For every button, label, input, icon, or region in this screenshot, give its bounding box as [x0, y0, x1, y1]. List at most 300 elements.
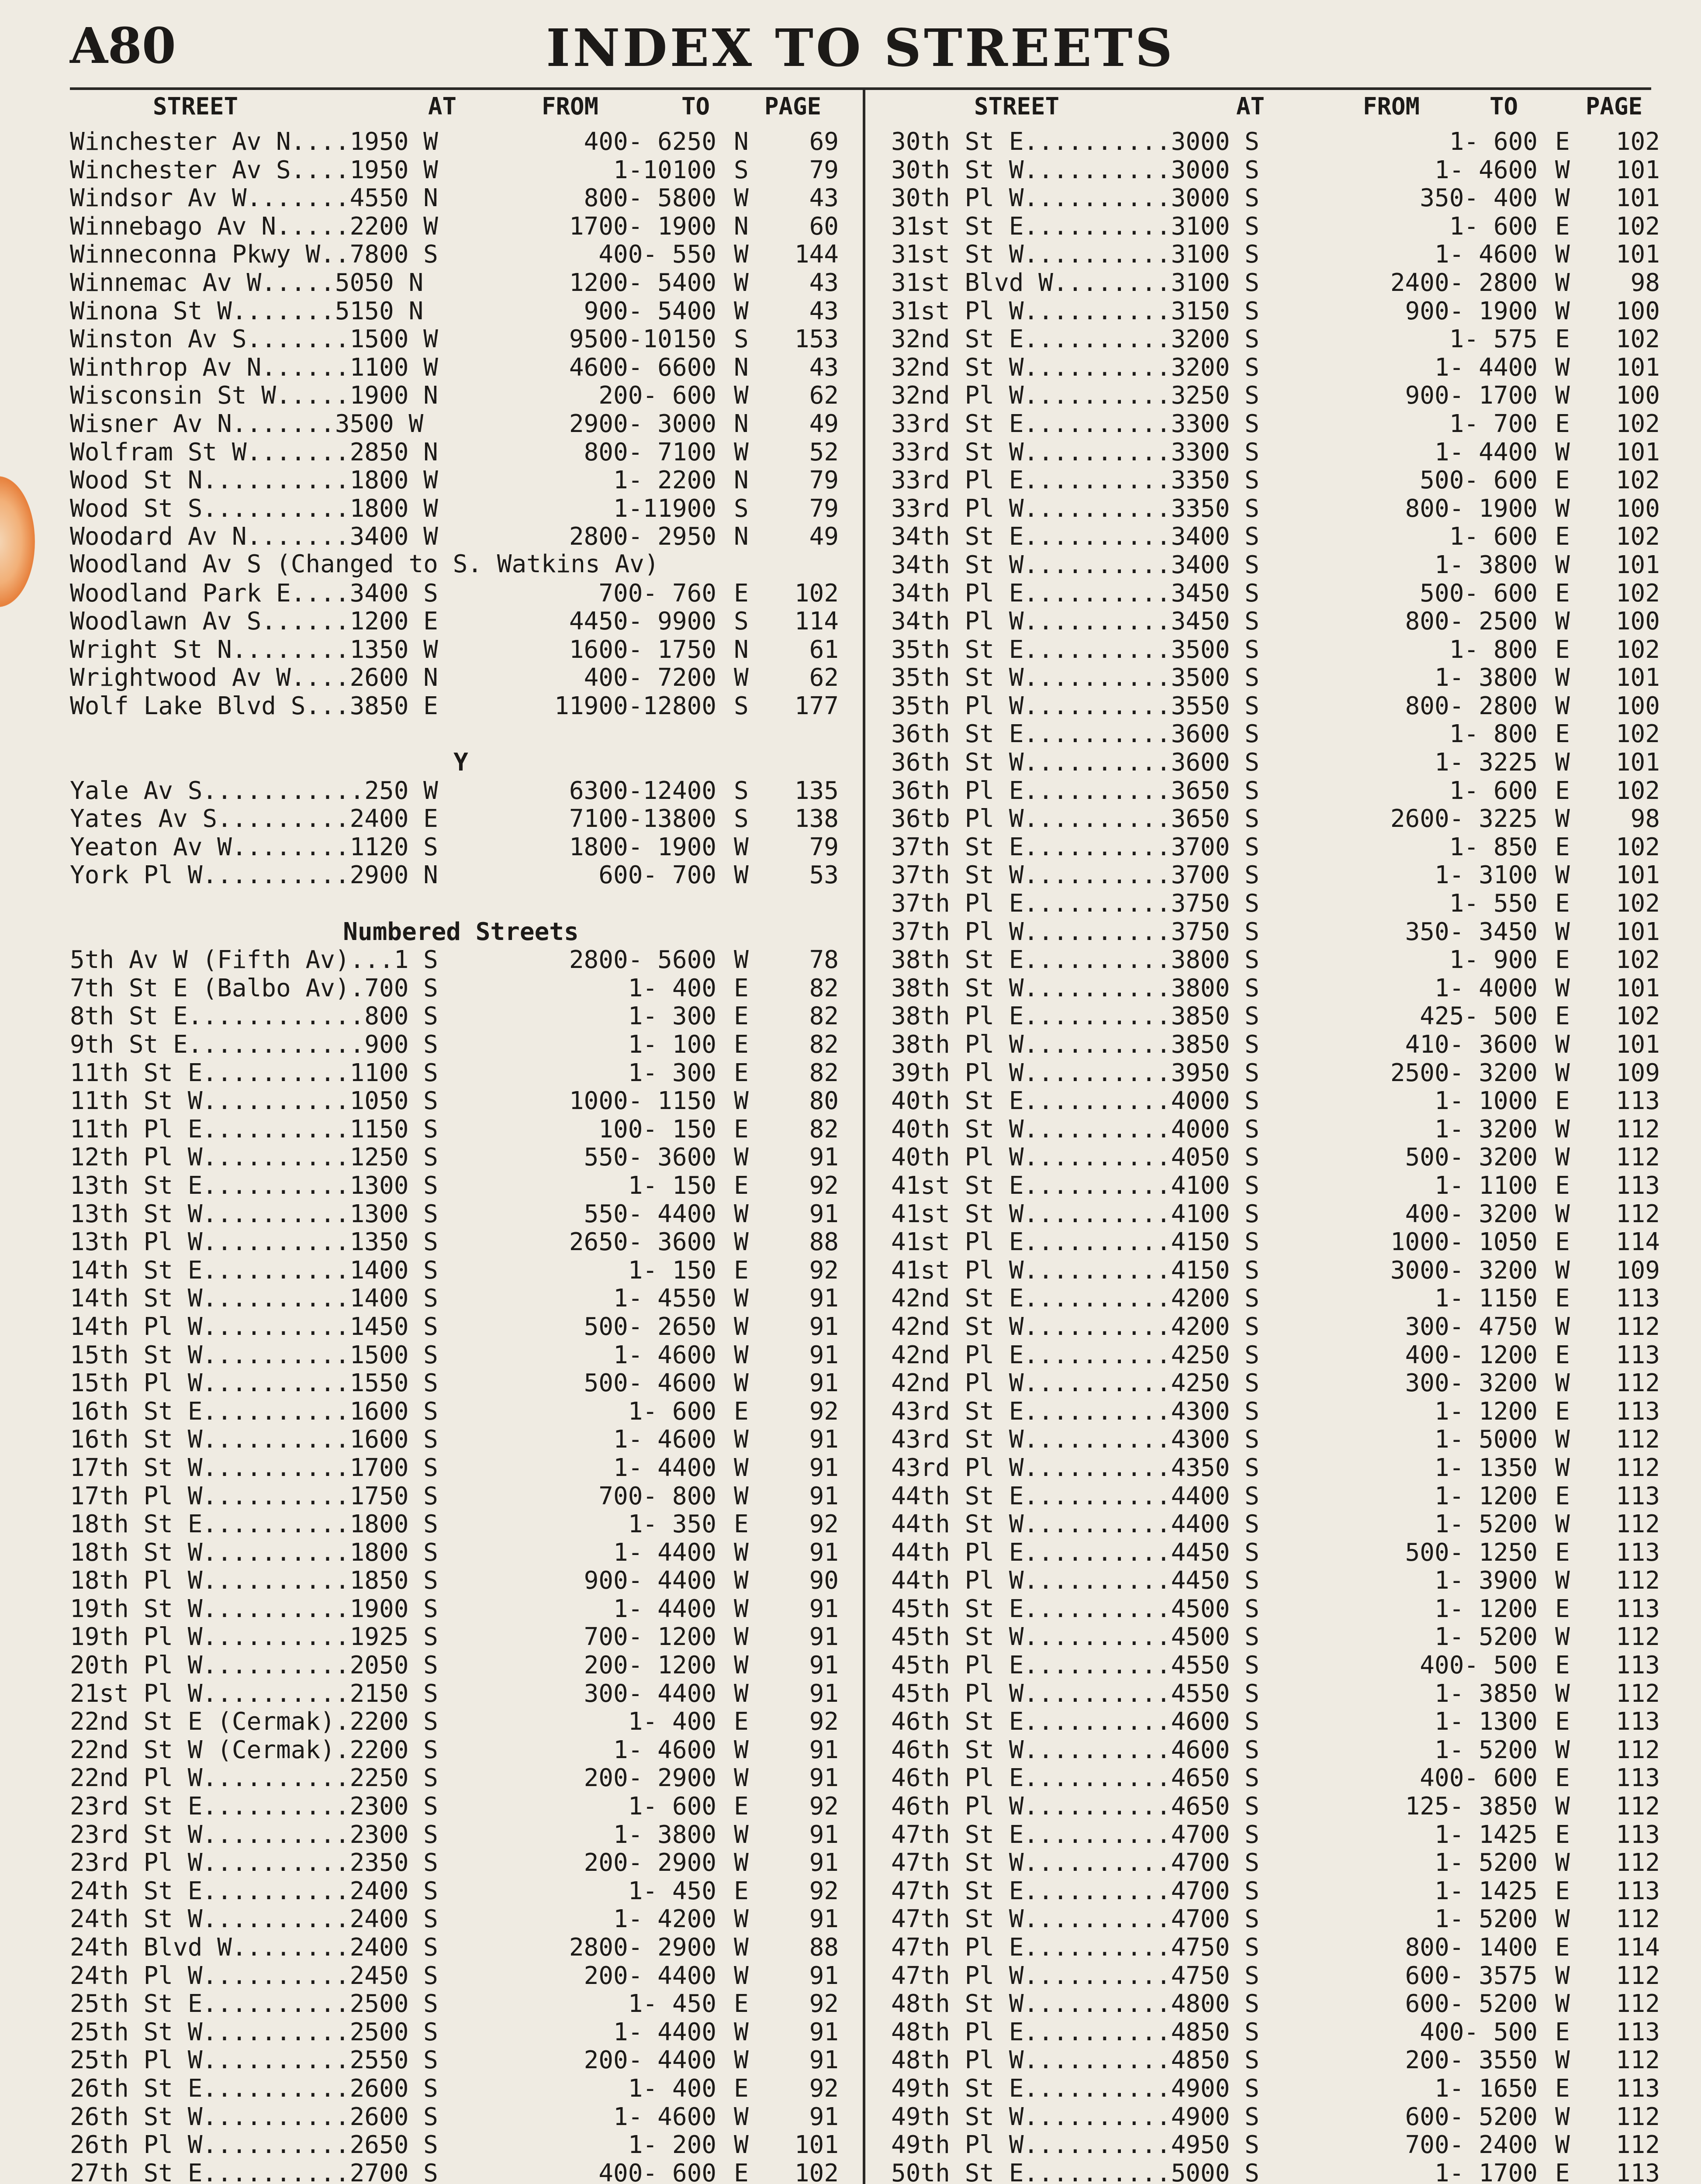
direction: W — [1555, 1849, 1570, 1877]
street-row — [70, 155, 852, 183]
map-page: 112 — [1615, 1143, 1660, 1172]
street-entry: 38th Pl W..........3850 S — [891, 1030, 1259, 1059]
from-to-range: 400- 7200 — [584, 663, 716, 692]
page-header — [70, 13, 1651, 79]
street-entry: 40th Pl W..........4050 S — [891, 1143, 1259, 1172]
direction: W — [734, 663, 749, 692]
street-row — [70, 1735, 852, 1763]
street-row — [70, 268, 852, 296]
street-row — [878, 2102, 1660, 2130]
map-page: 102 — [1615, 128, 1660, 156]
street-row — [70, 494, 852, 522]
direction: E — [1555, 1341, 1570, 1369]
map-page: 101 — [1615, 748, 1660, 777]
direction: W — [1555, 1990, 1570, 2018]
map-page: 113 — [1615, 1707, 1660, 1736]
street-entry: 22nd St W (Cermak).2200 S — [70, 1735, 438, 1764]
street-row — [70, 380, 852, 409]
map-page: 102 — [794, 579, 839, 608]
street-entry: 38th St E..........3800 S — [891, 946, 1259, 975]
street-entry: 15th St W..........1500 S — [70, 1341, 438, 1369]
from-to-range: 800- 1400 — [1405, 1933, 1538, 1962]
from-to-range: 900- 4400 — [584, 1566, 716, 1595]
from-to-range: 1- 5000 — [1434, 1425, 1538, 1454]
street-row — [878, 1424, 1660, 1453]
street-row — [878, 1904, 1660, 1932]
street-row — [70, 211, 852, 240]
from-to-range: 350- 3450 — [1405, 917, 1538, 946]
map-page: 135 — [794, 776, 839, 805]
direction: N — [734, 353, 749, 382]
street-row — [878, 1565, 1660, 1594]
street-row — [70, 1876, 852, 1904]
street-row — [70, 578, 852, 607]
map-page: 112 — [1615, 2102, 1660, 2131]
map-page: 91 — [809, 1369, 839, 1398]
direction: W — [1555, 1030, 1570, 1059]
street-entry: 30th St E..........3000 S — [891, 128, 1259, 156]
map-page: 113 — [1615, 1594, 1660, 1623]
direction: W — [1555, 297, 1570, 325]
street-row — [878, 211, 1660, 240]
map-page: 80 — [809, 1087, 839, 1116]
from-to-range: 1- 700 — [1449, 409, 1538, 438]
street-entry: 37th Pl W..........3750 S — [891, 917, 1259, 946]
street-entry: 24th St E..........2400 S — [70, 1876, 438, 1905]
from-to-range: 400- 6250 — [584, 128, 716, 156]
from-to-range: 1- 300 — [628, 1002, 716, 1031]
right-column — [878, 87, 1660, 2184]
direction: W — [734, 438, 749, 467]
street-entry: Yale Av S...........250 W — [70, 776, 438, 805]
direction: W — [1555, 1199, 1570, 1228]
map-page: 101 — [1615, 917, 1660, 946]
map-page: 60 — [809, 212, 839, 241]
street-row — [878, 1199, 1660, 1227]
map-page: 112 — [1615, 2131, 1660, 2160]
map-page: 112 — [1615, 1961, 1660, 1990]
street-row — [70, 1961, 852, 1989]
from-to-range: 9500-10150 — [569, 325, 716, 354]
from-to-range: 200- 2900 — [584, 1849, 716, 1877]
from-to-range: 1600- 1750 — [569, 635, 716, 664]
map-page: 109 — [1615, 1058, 1660, 1087]
header-street: STREET — [153, 93, 239, 120]
header-page: PAGE — [764, 93, 822, 120]
from-to-range: 1- 4600 — [613, 1735, 716, 1764]
header-page: PAGE — [1586, 93, 1643, 120]
street-entry: 46th Pl E..........4650 S — [891, 1764, 1259, 1793]
street-entry: 11th Pl E..........1150 S — [70, 1115, 438, 1144]
map-page: 114 — [794, 607, 839, 636]
from-to-range: 1- 450 — [628, 1876, 716, 1905]
direction: W — [1555, 663, 1570, 692]
from-to-range: 200- 1200 — [584, 1651, 716, 1680]
street-row — [70, 409, 852, 437]
section-heading-text: Numbered Streets — [343, 917, 579, 946]
street-entry: 24th Pl W..........2450 S — [70, 1961, 438, 1990]
direction: S — [734, 494, 749, 523]
from-to-range: 7100-13800 — [569, 805, 716, 833]
street-entry: 16th St E..........1600 S — [70, 1397, 438, 1426]
direction: W — [734, 1425, 749, 1454]
map-page: 91 — [809, 1849, 839, 1877]
direction: E — [1555, 1651, 1570, 1680]
street-entry: 41st St E..........4100 S — [891, 1171, 1259, 1200]
map-page: 112 — [1615, 1792, 1660, 1821]
map-page: 79 — [809, 494, 839, 523]
street-row — [70, 1453, 852, 1481]
column-header — [70, 87, 852, 127]
map-page: 102 — [1615, 409, 1660, 438]
street-entry: 44th Pl E..........4450 S — [891, 1538, 1259, 1567]
street-row — [878, 663, 1660, 691]
from-to-range: 1700- 1900 — [569, 212, 716, 241]
map-page: 91 — [809, 1482, 839, 1510]
map-page: 91 — [809, 2018, 839, 2046]
direction: N — [734, 128, 749, 156]
direction: S — [734, 156, 749, 184]
street-entry: 39th Pl W..........3950 S — [891, 1058, 1259, 1087]
street-entry: 33rd Pl W..........3350 S — [891, 494, 1259, 523]
header-to: TO — [681, 93, 710, 120]
from-to-range: 1- 600 — [1449, 128, 1538, 156]
map-page: 101 — [1615, 550, 1660, 579]
from-to-range: 2800- 2900 — [569, 1933, 716, 1962]
direction: W — [734, 1679, 749, 1708]
street-row — [70, 1565, 852, 1594]
direction: N — [734, 635, 749, 664]
direction: W — [1555, 2046, 1570, 2075]
map-page: 113 — [1615, 1764, 1660, 1793]
street-entry: Wisconsin St W.....1900 N — [70, 381, 438, 410]
direction: W — [734, 2018, 749, 2046]
map-page: 100 — [1615, 494, 1660, 523]
page-number: A80 — [70, 17, 176, 75]
map-page: 79 — [809, 466, 839, 495]
street-row — [878, 1086, 1660, 1114]
street-entry: 11th St E..........1100 S — [70, 1058, 438, 1087]
street-row — [70, 1396, 852, 1425]
map-page: 113 — [1615, 1087, 1660, 1116]
street-entry: 45th Pl E..........4550 S — [891, 1651, 1259, 1680]
street-row — [878, 1509, 1660, 1538]
street-entry: Winona St W.......5150 N — [70, 297, 424, 325]
street-entry: 15th Pl W..........1550 S — [70, 1369, 438, 1398]
street-row — [878, 776, 1660, 804]
street-row — [70, 1312, 852, 1340]
direction: S — [734, 325, 749, 354]
map-page: 43 — [809, 353, 839, 382]
map-page: 102 — [794, 2159, 839, 2184]
map-page: 91 — [809, 1905, 839, 1934]
street-row — [70, 945, 852, 973]
street-row — [878, 719, 1660, 747]
map-page: 52 — [809, 438, 839, 467]
street-entry: Winnemac Av W.....5050 N — [70, 268, 424, 297]
street-row — [878, 1763, 1660, 1791]
from-to-range: 1- 4400 — [1434, 438, 1538, 467]
map-page: 113 — [1615, 2074, 1660, 2103]
direction: N — [734, 409, 749, 438]
direction: E — [1555, 889, 1570, 918]
map-page: 91 — [809, 1623, 839, 1652]
street-row — [878, 1255, 1660, 1284]
section-heading-text: Y — [453, 748, 468, 777]
map-page: 112 — [1615, 1425, 1660, 1454]
from-to-range: 1- 1700 — [1434, 2159, 1538, 2184]
street-row — [878, 1171, 1660, 1199]
street-row — [878, 2130, 1660, 2158]
street-entry: 47th Pl W..........4750 S — [891, 1961, 1259, 1990]
direction: W — [734, 1312, 749, 1341]
map-page: 112 — [1615, 1905, 1660, 1934]
street-row — [878, 1481, 1660, 1510]
street-entry: 40th St E..........4000 S — [891, 1087, 1259, 1116]
map-page: 82 — [809, 1058, 839, 1087]
map-page: 91 — [809, 1143, 839, 1172]
from-to-range: 2800- 5600 — [569, 946, 716, 975]
from-to-range: 1- 1150 — [1434, 1284, 1538, 1313]
street-row — [70, 1820, 852, 1848]
street-row — [878, 1594, 1660, 1622]
street-row — [70, 776, 852, 804]
street-row — [878, 1650, 1660, 1679]
street-entry: 45th St W..........4500 S — [891, 1623, 1259, 1652]
street-entry: 47th St W..........4700 S — [891, 1849, 1259, 1877]
map-page: 112 — [1615, 1115, 1660, 1144]
direction: W — [734, 1228, 749, 1257]
street-entry: Wrightwood Av W....2600 N — [70, 663, 438, 692]
from-to-range: 550- 4400 — [584, 1199, 716, 1228]
direction: E — [1555, 2159, 1570, 2184]
page-title: INDEX TO STREETS — [546, 17, 1175, 78]
street-row — [878, 1735, 1660, 1763]
direction: E — [734, 1510, 749, 1539]
direction: E — [734, 1397, 749, 1426]
street-entry: 18th St E..........1800 S — [70, 1510, 438, 1539]
street-entry: 42nd Pl W..........4250 S — [891, 1369, 1259, 1398]
map-page: 91 — [809, 1961, 839, 1990]
street-row — [878, 1453, 1660, 1481]
map-page: 101 — [1615, 240, 1660, 269]
from-to-range: 600- 3575 — [1405, 1961, 1538, 1990]
street-row — [878, 1876, 1660, 1904]
direction: W — [1555, 607, 1570, 636]
map-page: 101 — [1615, 184, 1660, 213]
header-to: TO — [1490, 93, 1518, 120]
from-to-range: 700- 760 — [598, 579, 716, 608]
spacer — [70, 888, 852, 917]
street-entry: 26th Pl W..........2650 S — [70, 2131, 438, 2160]
street-entry: 25th St E..........2500 S — [70, 1990, 438, 2018]
street-row — [70, 1283, 852, 1312]
from-to-range: 1- 1300 — [1434, 1707, 1538, 1736]
map-page: 100 — [1615, 691, 1660, 720]
street-row — [70, 2102, 852, 2130]
map-page: 102 — [1615, 579, 1660, 608]
street-row — [70, 1368, 852, 1396]
from-to-range: 200- 4400 — [584, 1961, 716, 1990]
direction: W — [1555, 2131, 1570, 2160]
map-page: 82 — [809, 1115, 839, 1144]
street-row — [70, 606, 852, 635]
map-page: 102 — [1615, 776, 1660, 805]
street-entry: Winnebago Av N.....2200 W — [70, 212, 438, 241]
map-page: 92 — [809, 1510, 839, 1539]
from-to-range: 1- 1650 — [1434, 2074, 1538, 2103]
direction: W — [1555, 381, 1570, 410]
from-to-range: 500- 1250 — [1405, 1538, 1538, 1567]
street-entry: 36th St W..........3600 S — [891, 748, 1259, 777]
street-row — [878, 127, 1660, 155]
from-to-range: 1- 600 — [1449, 776, 1538, 805]
street-row — [878, 1340, 1660, 1368]
direction: W — [734, 268, 749, 297]
from-to-range: 1- 3850 — [1434, 1679, 1538, 1708]
map-page: 113 — [1615, 2159, 1660, 2184]
from-to-range: 2400- 2800 — [1390, 268, 1538, 297]
street-row — [878, 296, 1660, 325]
direction: W — [734, 1651, 749, 1680]
direction: W — [734, 1933, 749, 1962]
street-entry: 12th Pl W..........1250 S — [70, 1143, 438, 1172]
direction: W — [1555, 974, 1570, 1002]
street-row — [878, 832, 1660, 860]
direction: W — [734, 1453, 749, 1482]
direction: E — [1555, 212, 1570, 241]
street-row — [878, 1142, 1660, 1171]
header-from: FROM — [1363, 93, 1420, 120]
street-row — [70, 804, 852, 832]
map-page: 113 — [1615, 1171, 1660, 1200]
direction: W — [1555, 438, 1570, 467]
from-to-range: 700- 1200 — [584, 1623, 716, 1652]
street-entry: Wright St N........1350 W — [70, 635, 438, 664]
from-to-range: 1- 5200 — [1434, 1849, 1538, 1877]
from-to-range: 400- 500 — [1420, 2018, 1538, 2046]
header-from: FROM — [542, 93, 599, 120]
map-page: 101 — [1615, 861, 1660, 890]
from-to-range: 11900-12800 — [554, 691, 716, 720]
street-row — [878, 494, 1660, 522]
header-street: STREET — [974, 93, 1060, 120]
street-entry: Winchester Av S....1950 W — [70, 156, 438, 184]
street-row — [70, 239, 852, 268]
map-page: 88 — [809, 1933, 839, 1962]
street-entry: Winston Av S.......1500 W — [70, 325, 438, 354]
from-to-range: 2500- 3200 — [1390, 1058, 1538, 1087]
street-row — [70, 437, 852, 466]
direction: W — [1555, 1453, 1570, 1482]
index-note: Woodland Av S (Changed to S. Watkins Av) — [70, 549, 659, 578]
map-page: 49 — [809, 409, 839, 438]
street-row — [70, 1650, 852, 1679]
direction: W — [734, 1482, 749, 1510]
direction: E — [1555, 1707, 1570, 1736]
from-to-range: 800- 7100 — [584, 438, 716, 467]
street-entry: 31st St E..........3100 S — [891, 212, 1259, 241]
from-to-range: 800- 2500 — [1405, 607, 1538, 636]
direction: W — [734, 1087, 749, 1116]
map-page: 78 — [809, 946, 839, 975]
map-page: 92 — [809, 1990, 839, 2018]
from-to-range: 1- 850 — [1449, 833, 1538, 861]
direction: S — [734, 691, 749, 720]
map-page: 112 — [1615, 1510, 1660, 1539]
street-row — [878, 155, 1660, 183]
map-page: 112 — [1615, 1312, 1660, 1341]
map-page: 144 — [794, 240, 839, 269]
street-entry: Wolfram St W.......2850 N — [70, 438, 438, 467]
from-to-range: 1- 4400 — [613, 1594, 716, 1623]
direction: W — [1555, 1792, 1570, 1821]
map-page: 101 — [1615, 353, 1660, 382]
street-entry: 34th Pl W..........3450 S — [891, 607, 1259, 636]
direction: W — [734, 1369, 749, 1398]
street-row — [70, 1030, 852, 1058]
from-to-range: 700- 800 — [598, 1482, 716, 1510]
from-to-range: 350- 400 — [1420, 184, 1538, 213]
from-to-range: 1- 4400 — [613, 1538, 716, 1567]
direction: W — [1555, 2102, 1570, 2131]
map-page: 91 — [809, 1764, 839, 1793]
from-to-range: 1- 550 — [1449, 889, 1538, 918]
street-entry: 18th Pl W..........1850 S — [70, 1566, 438, 1595]
street-row — [878, 2017, 1660, 2046]
street-row — [878, 1312, 1660, 1340]
from-to-range: 1- 5200 — [1434, 1510, 1538, 1539]
street-entry: 36th Pl E..........3650 S — [891, 776, 1259, 805]
street-entry: 37th Pl E..........3750 S — [891, 889, 1259, 918]
street-entry: 34th St E..........3400 S — [891, 522, 1259, 551]
street-row — [878, 2158, 1660, 2184]
street-entry: Windsor Av W.......4550 N — [70, 184, 438, 213]
from-to-range: 1- 1350 — [1434, 1453, 1538, 1482]
from-to-range: 1- 4400 — [613, 1453, 716, 1482]
from-to-range: 1- 400 — [628, 1707, 716, 1736]
street-row — [70, 2130, 852, 2158]
direction: W — [1555, 1961, 1570, 1990]
street-row — [878, 1707, 1660, 1735]
map-page: 91 — [809, 1538, 839, 1567]
direction: W — [734, 240, 749, 269]
direction: E — [1555, 522, 1570, 551]
map-page: 91 — [809, 1425, 839, 1454]
street-entry: 48th St W..........4800 S — [891, 1990, 1259, 2018]
map-page: 92 — [809, 1397, 839, 1426]
from-to-range: 200- 2900 — [584, 1764, 716, 1793]
street-row — [878, 183, 1660, 211]
street-row — [70, 1481, 852, 1510]
from-to-range: 400- 550 — [598, 240, 716, 269]
from-to-range: 900- 5400 — [584, 297, 716, 325]
from-to-range: 6300-12400 — [569, 776, 716, 805]
direction: W — [734, 833, 749, 861]
street-entry: 33rd St E..........3300 S — [891, 409, 1259, 438]
street-entry: 31st St W..........3100 S — [891, 240, 1259, 269]
map-page: 91 — [809, 1594, 839, 1623]
direction: W — [1555, 1905, 1570, 1934]
direction: W — [734, 381, 749, 410]
street-entry: 47th St W..........4700 S — [891, 1905, 1259, 1934]
street-entry: 36th St E..........3600 S — [891, 720, 1259, 749]
street-row — [70, 1227, 852, 1255]
map-page: 82 — [809, 1030, 839, 1059]
street-entry: Wood St S..........1800 W — [70, 494, 438, 523]
direction: W — [1555, 550, 1570, 579]
direction: W — [1555, 805, 1570, 833]
